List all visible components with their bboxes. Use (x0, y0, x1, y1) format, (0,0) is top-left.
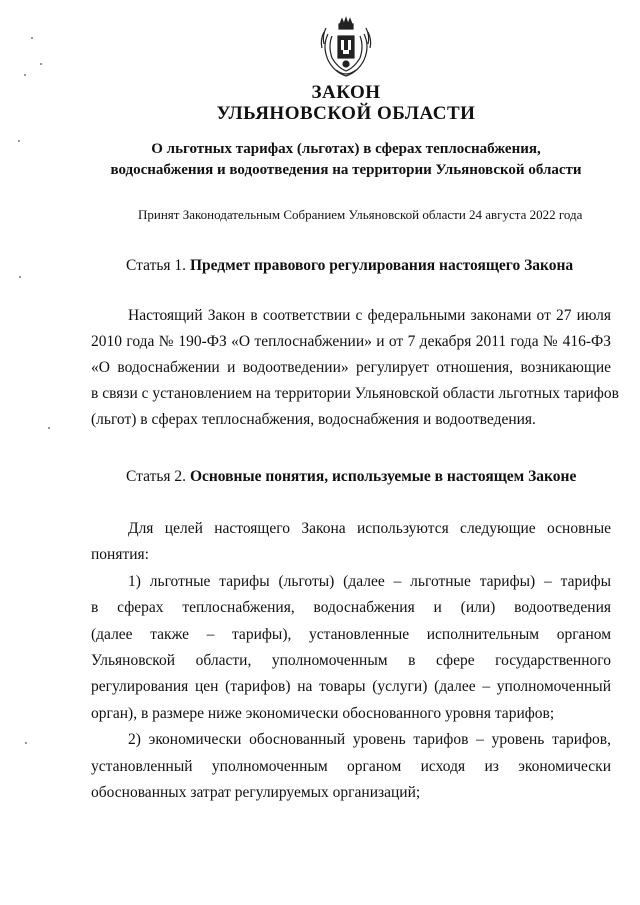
law-subtitle-line: О льготных тарифах (льготах) в сферах теплоснабжения, (151, 141, 541, 157)
paragraph-line: Настоящий Закон в соответствии с федеральными законами от 27 июля (128, 307, 611, 324)
paragraph-line: 1) льготные тарифы (льготы) (далее – льготные тарифы) – тарифы (128, 573, 611, 590)
paragraph-line: регулирования цен (тарифов) на товары (услуги) (далее – уполномоченный (91, 678, 611, 695)
article-heading (126, 468, 576, 486)
adoption-note: Принят Законодательным Собранием Ульяновской области 24 августа 2022 года (138, 207, 583, 222)
article-heading (126, 257, 573, 275)
paragraph-line: орган), в размере ниже экономически обоснованного уровня тарифов; (91, 705, 555, 722)
paragraph-line: Для целей настоящего Закона используются следующие основные (128, 520, 611, 537)
paragraph-line: Ульяновской области, уполномоченным в сфере государственного (91, 652, 611, 669)
paragraph-line: в сферах теплоснабжения, водоснабжения и (или) водоотведения (91, 599, 611, 616)
law-subtitle-line: водоснабжения и водоотведения на территории Ульяновской области (110, 162, 582, 178)
article-number: Статья 1. (126, 257, 187, 274)
paragraph-line: обоснованных затрат регулируемых организаций; (91, 784, 421, 801)
paragraph-line: 2) экономически обоснованный уровень тарифов – уровень тарифов, (128, 731, 611, 748)
paragraph-line: «О водоснабжении и водоотведении» регулирует отношения, возникающие (91, 359, 611, 376)
article-title: Основные понятия, используемые в настоящем Законе (189, 468, 577, 485)
paragraph-line: установленный уполномоченным органом исходя из экономически (91, 758, 611, 775)
paragraph-line: понятия: (91, 546, 149, 563)
article-number: Статья 2. (126, 468, 187, 485)
paragraph-line: (далее также – тарифы), установленные исполнительным органом (91, 626, 611, 643)
paragraph-line: 2010 года № 190-ФЗ «О теплоснабжении» и от 7 декабря 2011 года № 416-ФЗ (91, 333, 611, 350)
region-title: УЛЬЯНОВСКОЙ ОБЛАСТИ (216, 103, 476, 124)
paragraph-line: в связи с установлением на территории Ульяновской области льготных тарифов (91, 385, 619, 402)
article-title: Предмет правового регулирования настоящего Закона (189, 257, 574, 274)
law-title: ЗАКОН (311, 82, 381, 103)
ulyanovsk-coat-of-arms-icon (318, 16, 374, 78)
paragraph-line: (льгот) в сферах теплоснабжения, водоснабжения и водоотведения. (91, 411, 536, 428)
